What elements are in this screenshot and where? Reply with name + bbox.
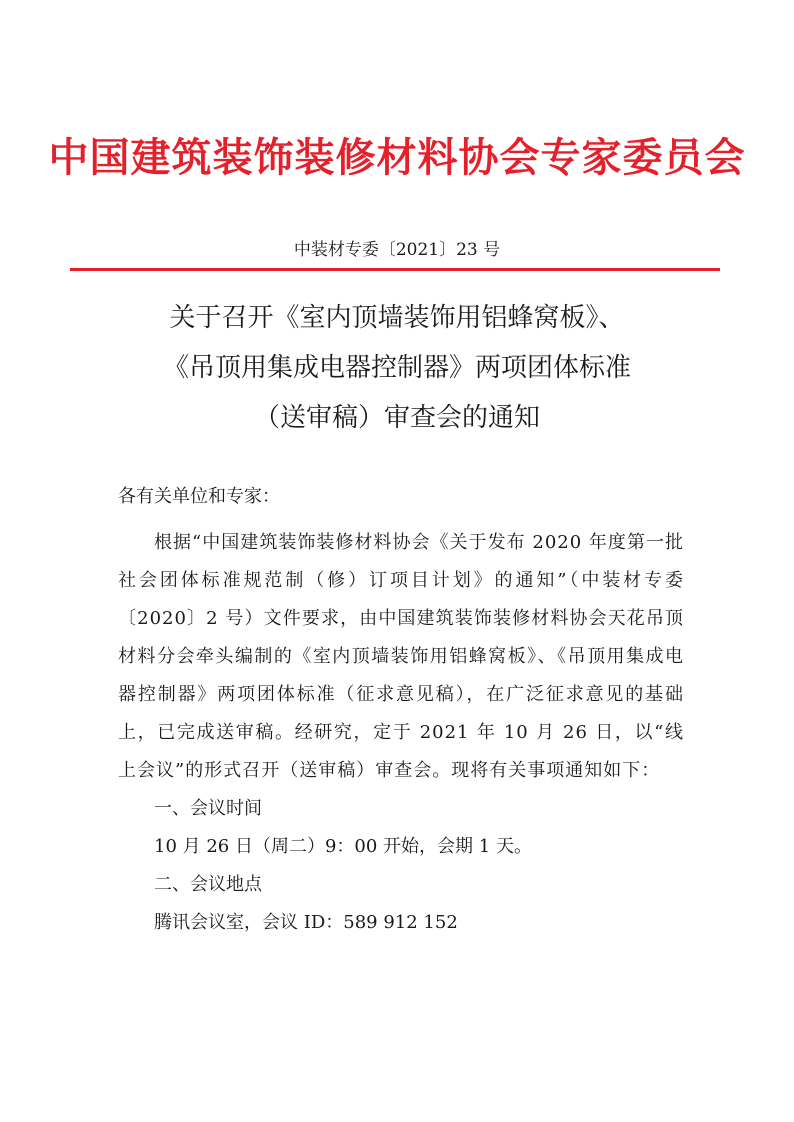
title-line-2: 《吊顶用集成电器控制器》两项团体标准 bbox=[162, 353, 631, 383]
title-line-3: （送审稿）审查会的通知 bbox=[253, 403, 540, 433]
spacer bbox=[118, 516, 684, 524]
section-2-content: 腾讯会议室，会议 ID：589 912 152 bbox=[154, 912, 458, 933]
intro-paragraph: 根据“中国建筑装饰装修材料协会《关于发布 2020 年度第一批社会团体标准规范制（修）订项目计划》的通知”（中装材专委〔2020〕2 号）文件要求，由中国建筑装饰装修材料协会天花吊顶材料分会牵头编制的《室内顶墙装饰用铝蜂窝板》、《吊顶用集成电器控制器》两项团体标准（征求意见稿），在广泛征求意见的基础上，已完成送审稿。经研究，定于 2021 年 10 月 26 日，以“线上会议”的形式召开（送审稿）审查会。现将有关事项通知如下： bbox=[118, 532, 684, 781]
section-1-heading: 一、会议时间 bbox=[154, 798, 262, 819]
section-2-heading: 二、会议地点 bbox=[154, 874, 262, 895]
red-divider-line bbox=[70, 268, 720, 271]
document-number: 中装材专委〔2021〕23 号 bbox=[293, 240, 501, 260]
document-body bbox=[118, 478, 684, 942]
organization-header: 中国建筑装饰装修材料协会专家委员会 bbox=[48, 135, 746, 181]
section-1-content: 10 月 26 日（周二）9：00 开始，会期 1 天。 bbox=[154, 836, 532, 857]
title-line-1: 关于召开《室内顶墙装饰用铝蜂窝板》、 bbox=[169, 303, 625, 333]
salutation: 各有关单位和专家： bbox=[118, 486, 280, 507]
document-title bbox=[60, 293, 734, 443]
